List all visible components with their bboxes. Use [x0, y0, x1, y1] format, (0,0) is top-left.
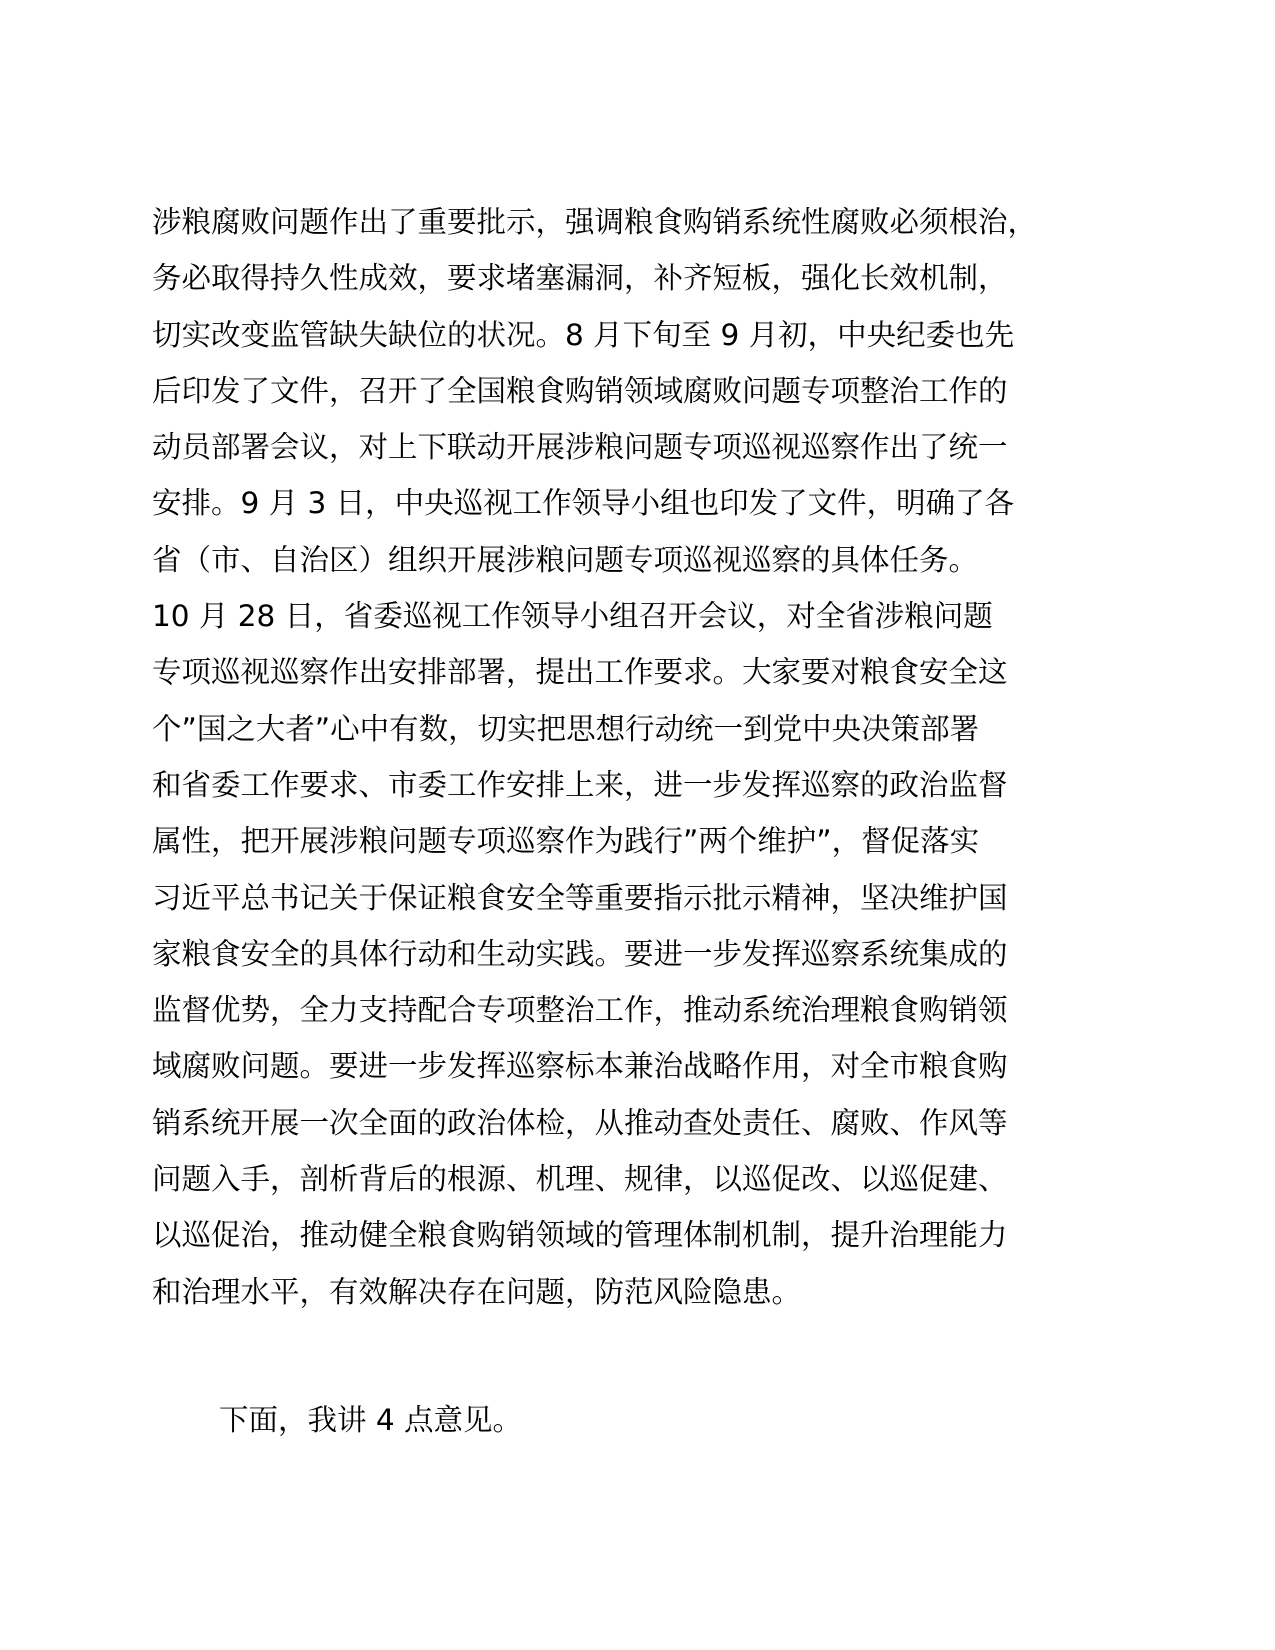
text-line: 监督优势，全力支持配合专项整治工作，推动系统治理粮食购销领 [152, 993, 1008, 1028]
text-line: 习近平总书记关于保证粮食安全等重要指示批示精神，坚决维护国 [152, 880, 1008, 915]
text-line: 安排。9 月 3 日，中央巡视工作领导小组也印发了文件，明确了各 [152, 486, 1015, 521]
text-line: 务必取得持久性成效，要求堵塞漏洞，补齐短板，强化长效机制， [152, 261, 1008, 296]
text-line: 涉粮腐败问题作出了重要批示，强调粮食购销系统性腐败必须根治， [152, 205, 1038, 239]
text-line: 10 月 28 日，省委巡视工作领导小组召开会议，对全省涉粮问题 [152, 599, 993, 634]
text-line: 销系统开展一次全面的政治体检，从推动查处责任、腐败、作风等 [152, 1105, 1008, 1140]
text-line: 和省委工作要求、市委工作安排上来，进一步发挥巡察的政治监督 [152, 767, 1008, 802]
text-line: 属性，把开展涉粮问题专项巡察作为践行”两个维护”，督促落实 [152, 824, 980, 859]
text-line: 家粮食安全的具体行动和生动实践。要进一步发挥巡察系统集成的 [152, 936, 1008, 971]
body-paragraph [152, 194, 1142, 1320]
text-line: 后印发了文件，召开了全国粮食购销领域腐败问题专项整治工作的 [152, 373, 1008, 408]
text-line: 专项巡视巡察作出安排部署，提出工作要求。大家要对粮食安全这 [152, 655, 1008, 690]
text-line: 域腐败问题。要进一步发挥巡察标本兼治战略作用，对全市粮食购 [152, 1049, 1008, 1084]
text-line: 个”国之大者”心中有数，切实把思想行动统一到党中央决策部署 [152, 711, 980, 746]
closing-paragraph: 下面，我讲 4 点意见。 [219, 1403, 523, 1437]
text-line: 省（市、自治区）组织开展涉粮问题专项巡视巡察的具体任务。 [152, 542, 979, 577]
text-line: 动员部署会议，对上下联动开展涉粮问题专项巡视巡察作出了统一 [152, 430, 1008, 465]
text-line: 以巡促治，推动健全粮食购销领域的管理体制机制，提升治理能力 [152, 1218, 1008, 1253]
text-line: 切实改变监管缺失缺位的状况。8 月下旬至 9 月初，中央纪委也先 [152, 317, 1015, 352]
text-line: 和治理水平，有效解决存在问题，防范风险隐患。 [152, 1274, 802, 1309]
text-line: 问题入手，剖析背后的根源、机理、规律，以巡促改、以巡促建、 [152, 1162, 1008, 1197]
